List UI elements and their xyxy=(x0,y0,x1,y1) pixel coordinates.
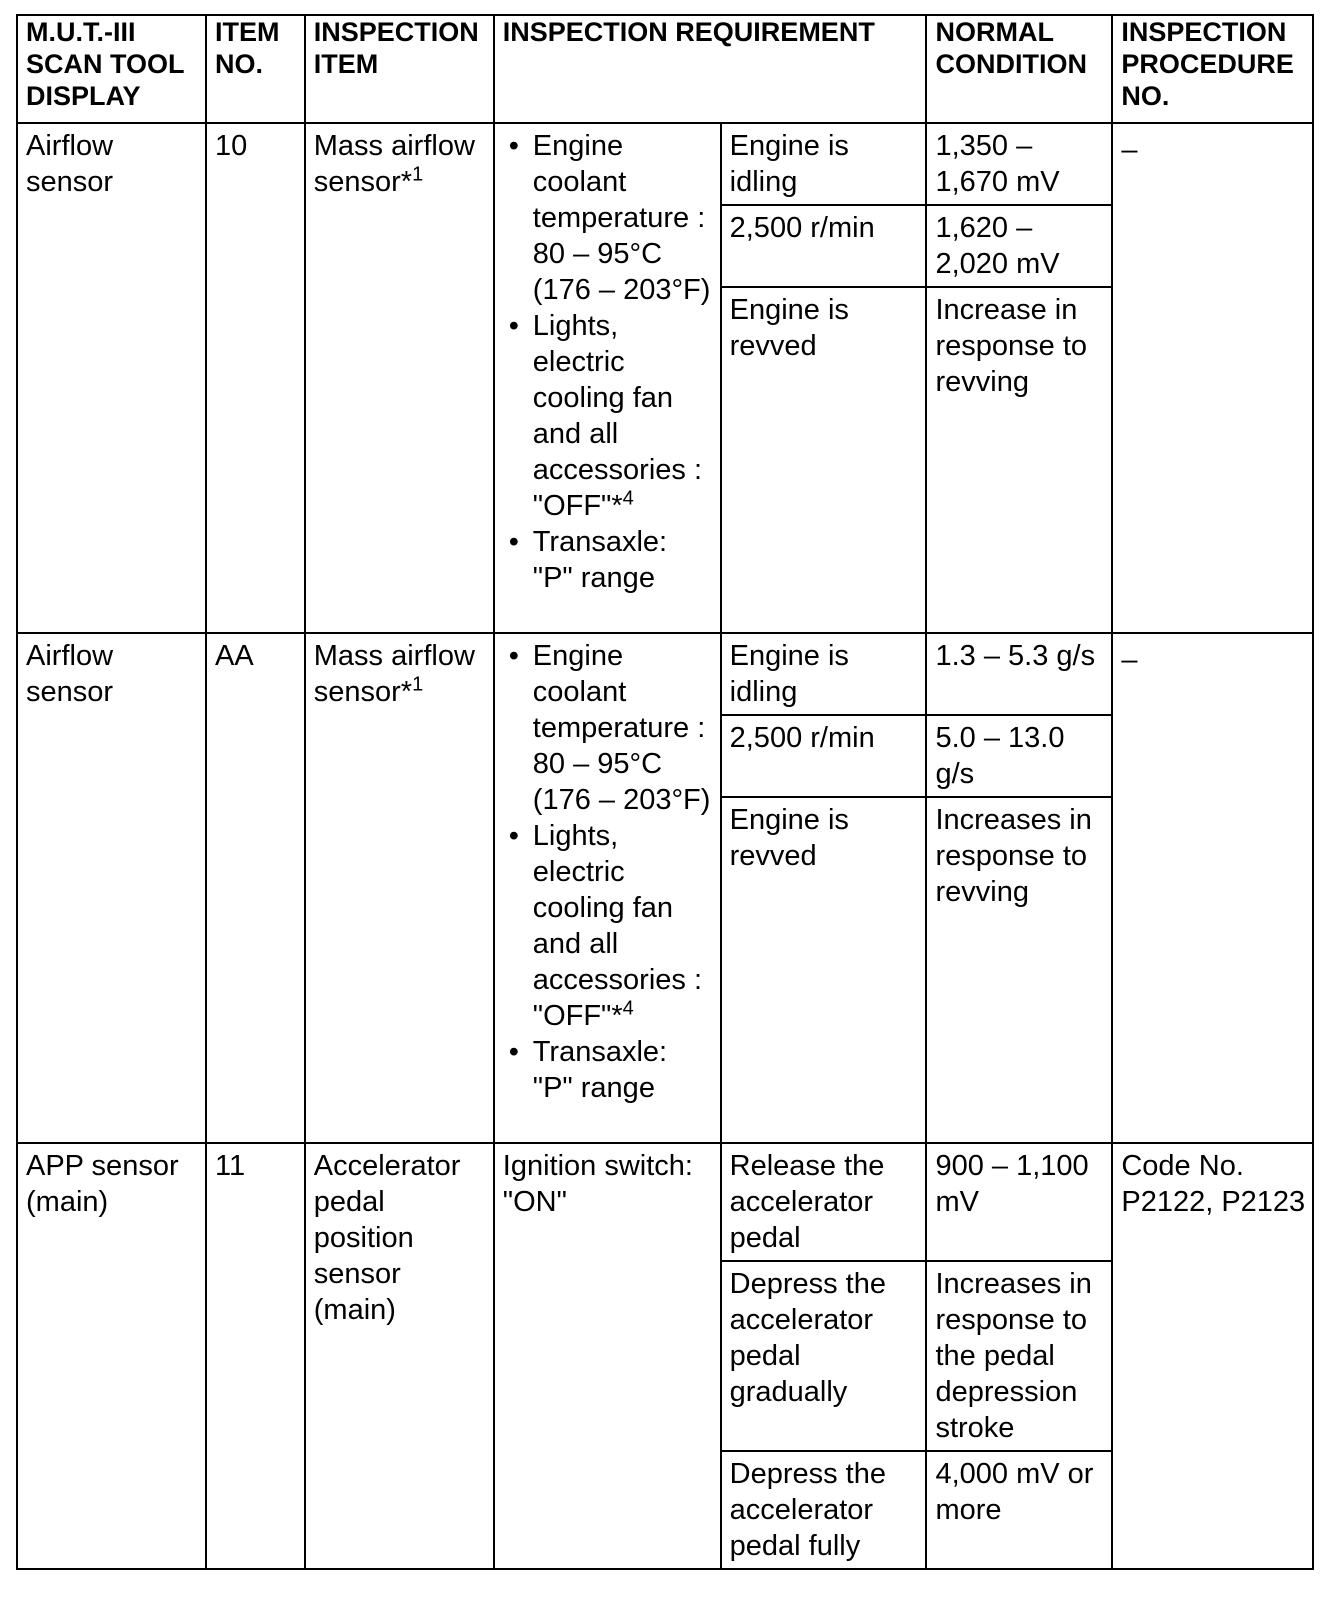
cell-procedure xyxy=(1112,123,1313,633)
cell-display: Airflow sensor xyxy=(17,633,206,1143)
header-normal-condition: NORMAL CONDITION xyxy=(926,15,1112,123)
list-item: • Lights, electric cooling fan and all accessories : "OFF"*$^4$ xyxy=(503,818,714,1034)
table-header-row xyxy=(17,15,1313,123)
cell-normal: 4,000 mV or more xyxy=(926,1451,1112,1569)
table-row xyxy=(17,123,1313,205)
cell-condition: Depress the accelerator pedal gradually xyxy=(721,1261,927,1451)
header-item-no: ITEM NO. xyxy=(206,15,305,123)
footnote-mark: 4 xyxy=(622,997,634,1020)
cell-item-no: 11 xyxy=(206,1143,305,1569)
cell-normal: 900 – 1,100 mV xyxy=(926,1143,1112,1261)
cell-condition: Release the accelerator pedal xyxy=(721,1143,927,1261)
list-item: • Lights, electric cooling fan and all accessories : "OFF"*$^4$ xyxy=(503,308,714,524)
cell-normal: 5.0 – 13.0 g/s xyxy=(926,715,1112,797)
item-footnote: 1 xyxy=(412,163,424,186)
table-row xyxy=(17,633,1313,715)
procedure-value: – xyxy=(1121,644,1138,676)
cell-item-no: AA xyxy=(206,633,305,1143)
requirement-list xyxy=(503,128,714,596)
cell-condition: 2,500 r/min xyxy=(721,715,927,797)
cell-condition: Engine is idling xyxy=(721,123,927,205)
procedure-value: – xyxy=(1121,134,1138,166)
cell-normal: Increases in response to revving xyxy=(926,797,1112,1143)
cell-condition: 2,500 r/min xyxy=(721,205,927,287)
header-inspection-requirement: INSPECTION REQUIREMENT xyxy=(494,15,927,123)
header-inspection-item: INSPECTION ITEM xyxy=(305,15,494,123)
cell-condition: Engine is revved xyxy=(721,797,927,1143)
cell-normal: Increase in response to revving xyxy=(926,287,1112,633)
cell-requirement-bullets xyxy=(494,123,721,633)
cell-requirement-bullets xyxy=(494,633,721,1143)
cell-condition: Engine is idling xyxy=(721,633,927,715)
cell-procedure: Code No. P2122, P2123 xyxy=(1112,1143,1313,1569)
cell-condition: Engine is revved xyxy=(721,287,927,633)
cell-item-no: 10 xyxy=(206,123,305,633)
list-item: • Engine coolant temperature : 80 – 95°C (176 – 203°F) xyxy=(503,128,714,308)
item-footnote: 1 xyxy=(412,673,424,696)
cell-display: APP sensor (main) xyxy=(17,1143,206,1569)
list-item: • Engine coolant temperature : 80 – 95°C (176 – 203°F) xyxy=(503,638,714,818)
cell-condition: Depress the accelerator pedal fully xyxy=(721,1451,927,1569)
cell-normal: 1,350 – 1,670 mV xyxy=(926,123,1112,205)
cell-normal: Increases in response to the pedal depression stroke xyxy=(926,1261,1112,1451)
table-row xyxy=(17,1143,1313,1261)
cell-normal: 1,620 – 2,020 mV xyxy=(926,205,1112,287)
cell-procedure xyxy=(1112,633,1313,1143)
inspection-table xyxy=(16,14,1314,1570)
list-item: • Transaxle: "P" range xyxy=(503,524,714,596)
item-name: Mass airflow sensor* xyxy=(313,640,475,708)
cell-requirement: Ignition switch: "ON" xyxy=(494,1143,721,1569)
list-item: • Transaxle: "P" range xyxy=(503,1034,714,1106)
footnote-mark: 4 xyxy=(622,487,634,510)
cell-inspection-item xyxy=(305,123,494,633)
cell-inspection-item: Accelerator pedal position sensor (main) xyxy=(305,1143,494,1569)
header-procedure-no: INSPECTION PROCEDURE NO. xyxy=(1112,15,1313,123)
header-scan-tool-display: M.U.T.-III SCAN TOOL DISPLAY xyxy=(17,15,206,123)
cell-normal: 1.3 – 5.3 g/s xyxy=(926,633,1112,715)
cell-display: Airflow sensor xyxy=(17,123,206,633)
requirement-list xyxy=(503,638,714,1106)
item-name: Mass airflow sensor* xyxy=(313,130,475,198)
cell-inspection-item xyxy=(305,633,494,1143)
